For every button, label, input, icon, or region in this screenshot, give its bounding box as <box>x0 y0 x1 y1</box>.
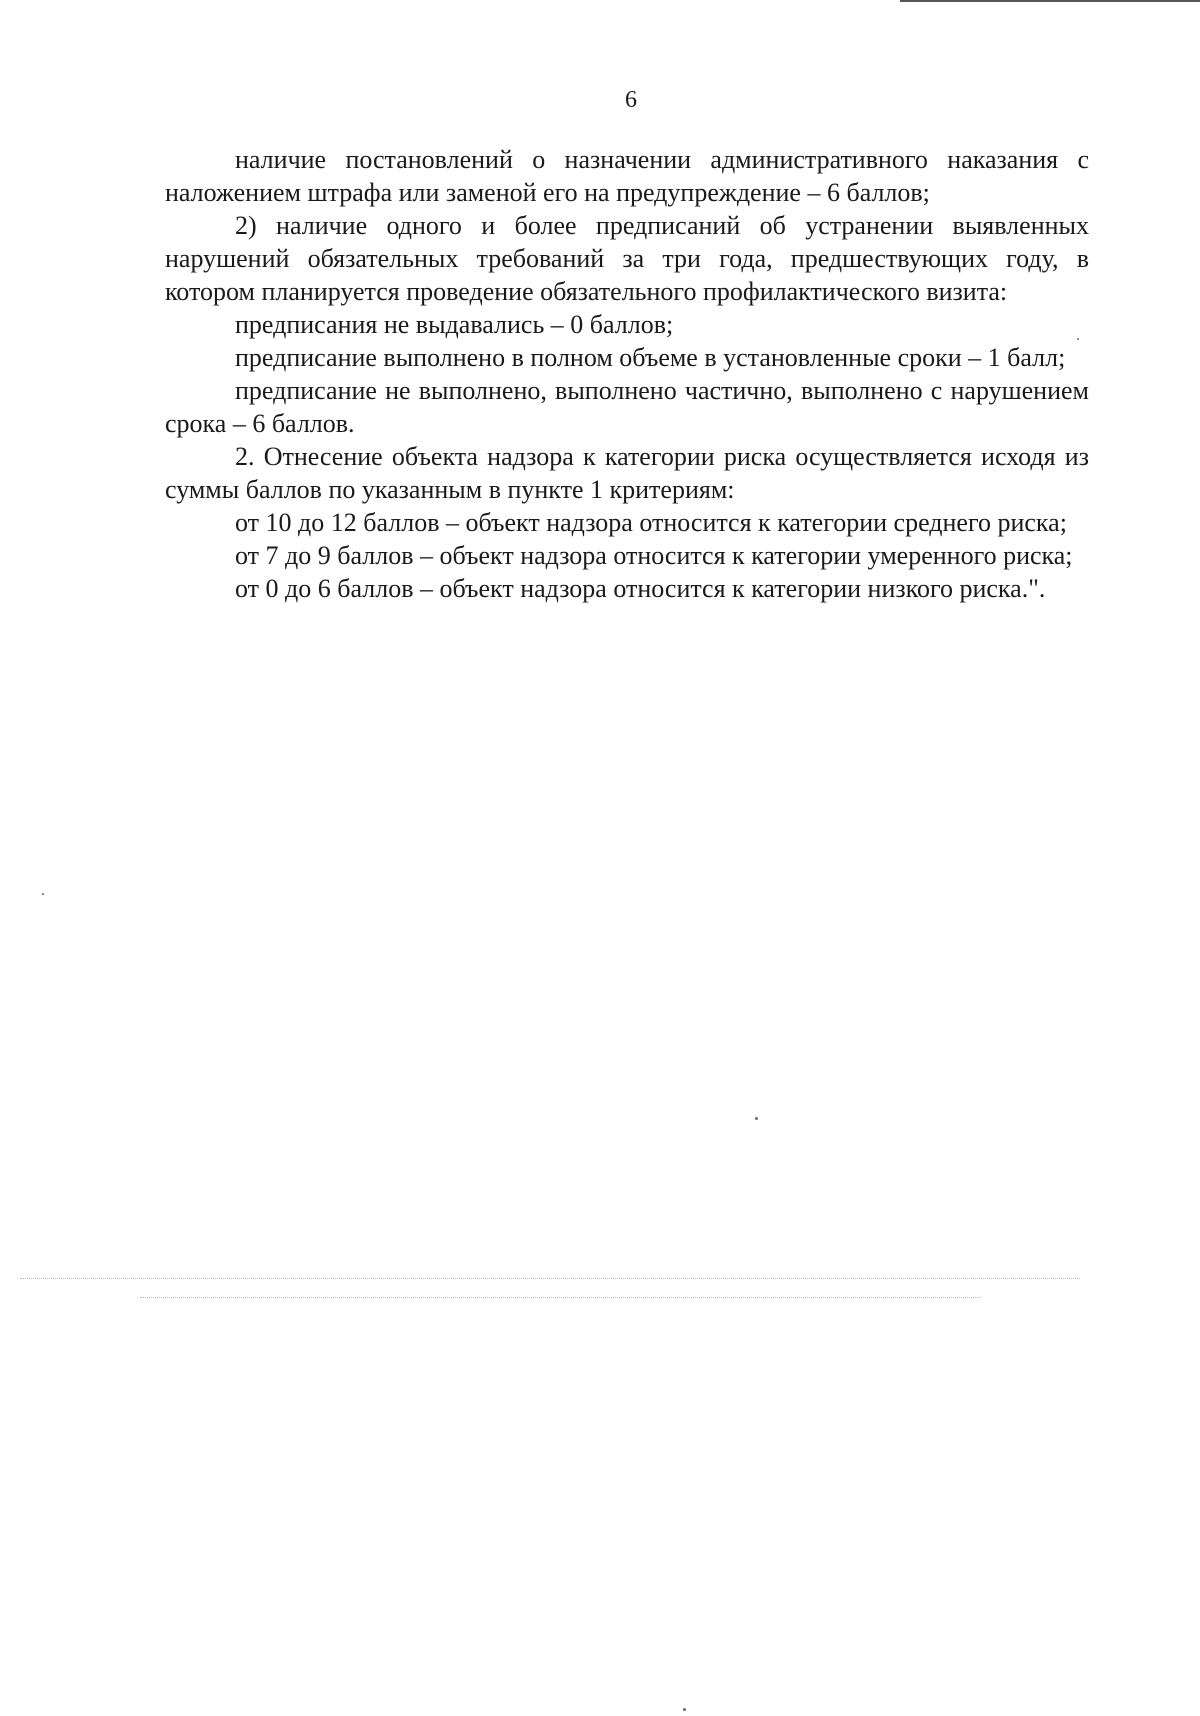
paragraph-orders-fulfilled: предписание выполнено в полном объеме в установленные сроки – 1 балл; <box>235 343 1066 372</box>
scan-speck <box>42 893 44 895</box>
paragraph-risk-assignment: 2. Отнесение объекта надзора к категории риска осуществляется исходя из суммы баллов по указанным в пункте 1 критериям: <box>165 442 1089 504</box>
document-body <box>165 143 1089 605</box>
paragraph-low-risk: от 0 до 6 баллов – объект надзора относится к категории низкого риска.". <box>235 574 1046 603</box>
paragraph-orders-not-issued: предписания не выдавались – 0 баллов; <box>235 310 674 339</box>
paragraph-orders-criterion: 2) наличие одного и более предписаний об устранении выявленных нарушений обязательных требований за три года, предшествующих году, в котором планируется проведение обязательного профилактического визита: <box>165 211 1089 306</box>
scan-noise-row <box>20 1278 1080 1280</box>
paragraph-orders-not-fulfilled: предписание не выполнено, выполнено частично, выполнено с нарушением срока – 6 баллов. <box>165 376 1089 438</box>
paragraph-penalty-decisions: наличие постановлений о назначении административного наказания с наложением штрафа или заменой его на предупреждение – 6 баллов; <box>165 145 1089 207</box>
paragraph-moderate-risk: от 7 до 9 баллов – объект надзора относится к категории умеренного риска; <box>235 541 1073 570</box>
scan-speck <box>1077 338 1079 340</box>
page-number: 6 <box>625 87 637 113</box>
scan-speck <box>755 1117 758 1120</box>
scan-edge-line <box>900 0 1200 2</box>
paragraph-medium-risk: от 10 до 12 баллов – объект надзора относится к категории среднего риска; <box>235 508 1067 537</box>
scan-noise-row <box>140 1297 980 1299</box>
scan-speck <box>683 1708 686 1711</box>
